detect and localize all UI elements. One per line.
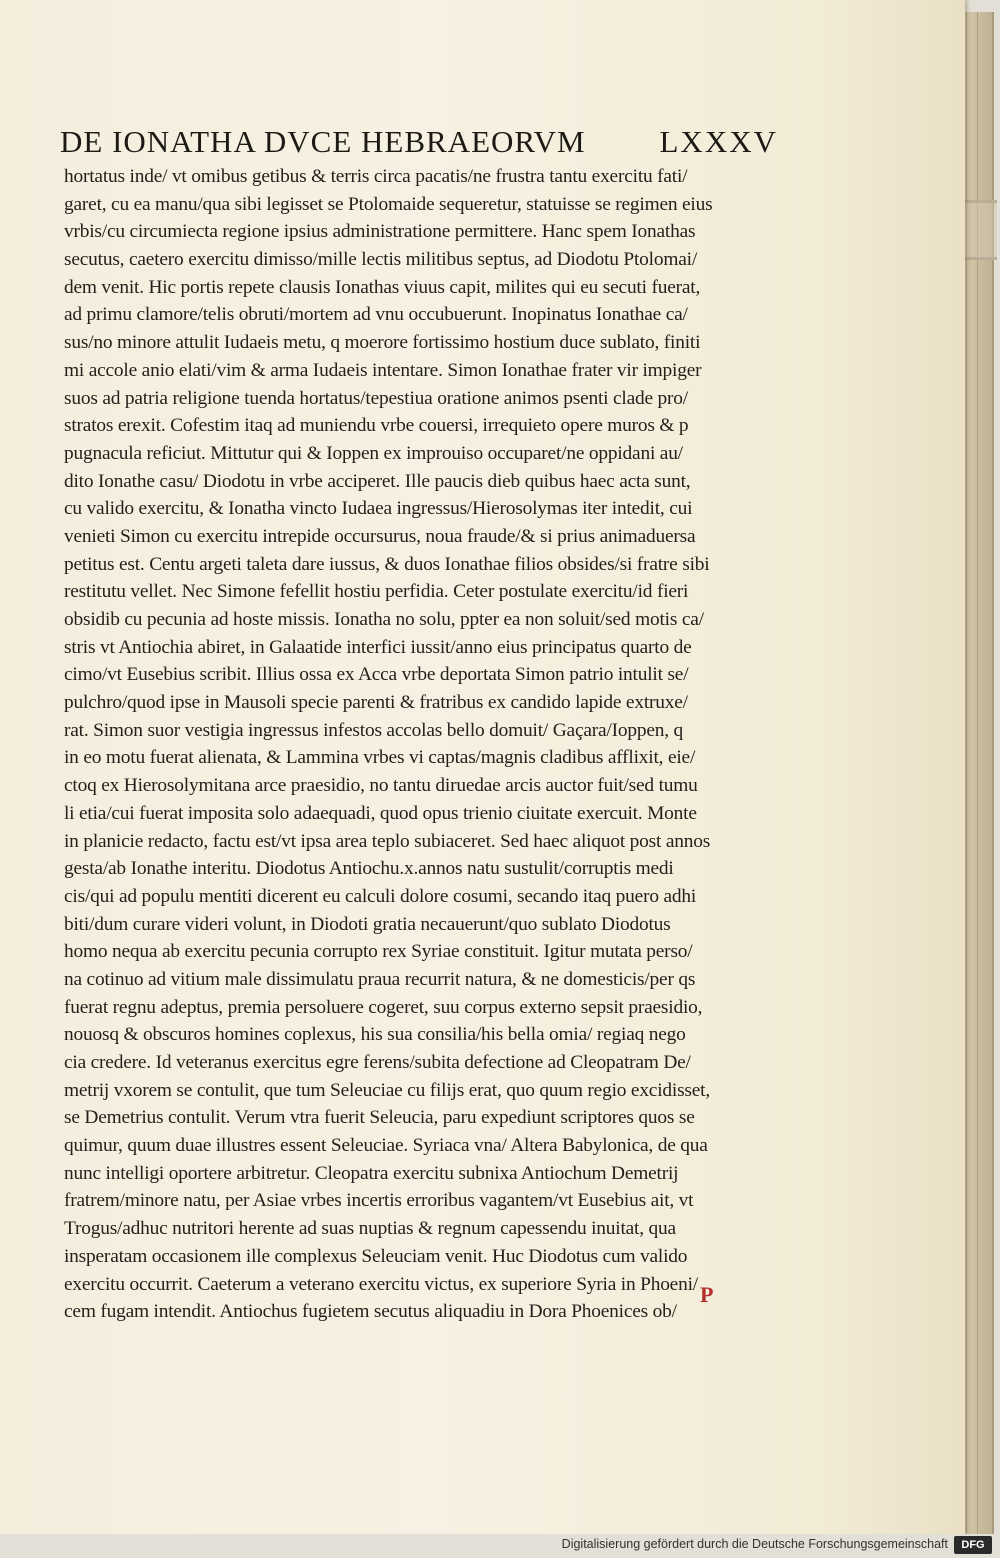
text-line: fratrem/minore natu, per Asiae vrbes incertis erroribus vagantem/vt Eusebius ait, vt bbox=[64, 1190, 694, 1212]
text-line: hortatus inde/ vt omibus getibus & terris circa pacatis/ne frustra tantu exercitu fati/ bbox=[64, 166, 688, 187]
text-line: cem fugam intendit. Antiochus fugietem secutus aliquadiu in Dora Phoenices ob/ bbox=[64, 1301, 677, 1323]
text-line: restitutu vellet. Nec Simone fefellit hostiu perfidia. Ceter postulate exercitu/id fieri bbox=[64, 581, 689, 603]
text-line: dito Ionathe casu/ Diodotu in vrbe acciperet. Ille paucis dieb quibus haec acta sunt, bbox=[64, 470, 691, 492]
text-line: stratos erexit. Cofestim itaq ad muniendu vrbe couersi, irrequieto opere muros & p bbox=[64, 415, 689, 437]
text-line: ad primu clamore/telis obruti/mortem ad vnu occubuerunt. Inopinatus Ionathae ca/ bbox=[64, 304, 688, 326]
text-line: sus/no minore attulit Iudaeis metu, q moerore fortissimo hostium duce sublato, finiti bbox=[64, 332, 701, 354]
text-line: suos ad patria religione tuenda hortatus/tepestiua oratione animos psenti clade pro/ bbox=[64, 387, 688, 409]
text-line: cia credere. Id veteranus exercitus egre ferens/subita defectione ad Cleopatram De/ bbox=[64, 1052, 691, 1073]
text-line: nunc intelligi oportere arbitretur. Cleopatra exercitu subnixa Antiochum Demetrij bbox=[64, 1162, 679, 1184]
text-line: rat. Simon suor vestigia ingressus infestos accolas bello domuit/ Gaçara/Ioppen, q bbox=[64, 719, 684, 741]
digitization-footer bbox=[0, 1534, 1000, 1558]
folio-number: LXXXV bbox=[659, 124, 778, 159]
running-title: DE IONATHA DVCE HEBRAEORVM bbox=[60, 124, 586, 159]
catchword: P bbox=[700, 1282, 714, 1307]
text-line: garet, cu ea manu/qua sibi legisset se Ptolomaide sequeretur, statuisse se regimen eius bbox=[64, 193, 713, 215]
text-line: pulchro/quod ipse in Mausoli specie parenti & fratribus ex candido lapide extruxe/ bbox=[64, 692, 688, 714]
text-line: in eo motu fuerat alienata, & Lammina vrbes vi captas/magnis cladibus afflixit, eie/ bbox=[64, 747, 696, 769]
text-line: cis/qui ad populu mentiti dicerent eu calculi dolore cosumi, secando itaq puero adhi bbox=[64, 885, 697, 907]
text-line: na cotinuo ad vitium male dissimulatu praua recurrit natura, & ne domesticis/per qs bbox=[64, 968, 696, 990]
text-line: pugnacula reficiut. Mittutur qui & Ioppen ex improuiso occuparet/ne oppidani au/ bbox=[64, 442, 683, 464]
text-line: fuerat regnu adeptus, premia persoluere cogeret, suu corpus externo sepsit praesidio, bbox=[64, 996, 703, 1018]
text-line: ctoq ex Hierosolymitana arce praesidio, no tantu diruedae arcis auctor fuit/sed tumu bbox=[64, 775, 698, 797]
text-line: biti/dum curare videri volunt, in Diodoti gratia necauerunt/quo sublato Diodotus bbox=[64, 913, 671, 935]
text-line: stris vt Antiochia abiret, in Galaatide interfici iussit/anno eius principatus quarto de bbox=[64, 636, 692, 658]
text-line: in planicie redacto, factu est/vt ipsa area teplo subiaceret. Sed haec aliquot post annos bbox=[64, 830, 711, 852]
text-line: insperatam occasionem ille complexus Seleuciam venit. Huc Diodotus cum valido bbox=[64, 1245, 688, 1267]
text-line: cimo/vt Eusebius scribit. Illius ossa ex Acca vrbe deportata Simon patrio intulit se/ bbox=[64, 664, 689, 686]
text-line: dem venit. Hic portis repete clausis Ionathas viuus capit, milites qui eu secuti fuerat, bbox=[64, 276, 701, 298]
footer-credit: Digitalisierung gefördert durch die Deutsche Forschungsgemeinschaft bbox=[561, 1537, 948, 1551]
running-header bbox=[60, 124, 778, 164]
text-line: nouosq & obscuros homines coplexus, his sua consilia/his bella omia/ regiaq nego bbox=[64, 1024, 686, 1046]
text-line: homo nequa ab exercitu pecunia corrupto rex Syriae constituit. Igitur mutata perso/ bbox=[64, 941, 693, 963]
text-line: li etia/cui fuerat imposita solo adaequadi, quod opus trienio ciuitate exercuit. Monte bbox=[64, 802, 697, 824]
text-line: metrij vxorem se contulit, que tum Seleuciae cu filijs erat, quo quum regio excidisset, bbox=[64, 1079, 711, 1101]
text-line: secutus, caetero exercitu dimisso/mille lectis militibus septus, ad Diodotu Ptolomai/ bbox=[64, 249, 698, 271]
text-line: mi accole anio elati/vim & arma Iudaeis intentare. Simon Ionathae frater vir impiger bbox=[64, 359, 702, 381]
text-line: venieti Simon cu exercitu intrepide occursurus, noua fraude/& si prius animaduersa bbox=[64, 525, 696, 547]
text-line: petitus est. Centu argeti taleta dare iussus, & duos Ionathae filios obsides/si fratre sibi bbox=[64, 553, 710, 575]
text-line: se Demetrius contulit. Verum vtra fuerit Seleucia, paru expediunt scriptores quos se bbox=[64, 1107, 695, 1129]
dfg-logo: DFG bbox=[954, 1536, 992, 1554]
body-text bbox=[64, 163, 772, 1326]
text-line: quimur, quum duae illustres essent Seleuciae. Syriaca vna/ Altera Babylonica, de qua bbox=[64, 1135, 708, 1157]
text-line: Trogus/adhuc nutritori herente ad suas nuptias & regnum capessendu inuitat, qua bbox=[64, 1218, 676, 1240]
text-line: gesta/ab Ionathe interitu. Diodotus Antiochu.x.annos natu sustulit/corruptis medi bbox=[64, 858, 674, 880]
text-line: cu valido exercitu, & Ionatha vincto Iudaea ingressus/Hierosolymas iter intedit, cui bbox=[64, 498, 693, 520]
text-line: exercitu occurrit. Caeterum a veterano exercitu victus, ex superiore Syria in Phoeni/ bbox=[64, 1273, 698, 1295]
text-line: vrbis/cu circumiecta regione ipsius administratione permittere. Hanc spem Ionathas bbox=[64, 221, 696, 243]
text-line: obsidib cu pecunia ad hoste missis. Ionatha no solu, ppter ea non soluit/sed motis ca/ bbox=[64, 609, 704, 630]
